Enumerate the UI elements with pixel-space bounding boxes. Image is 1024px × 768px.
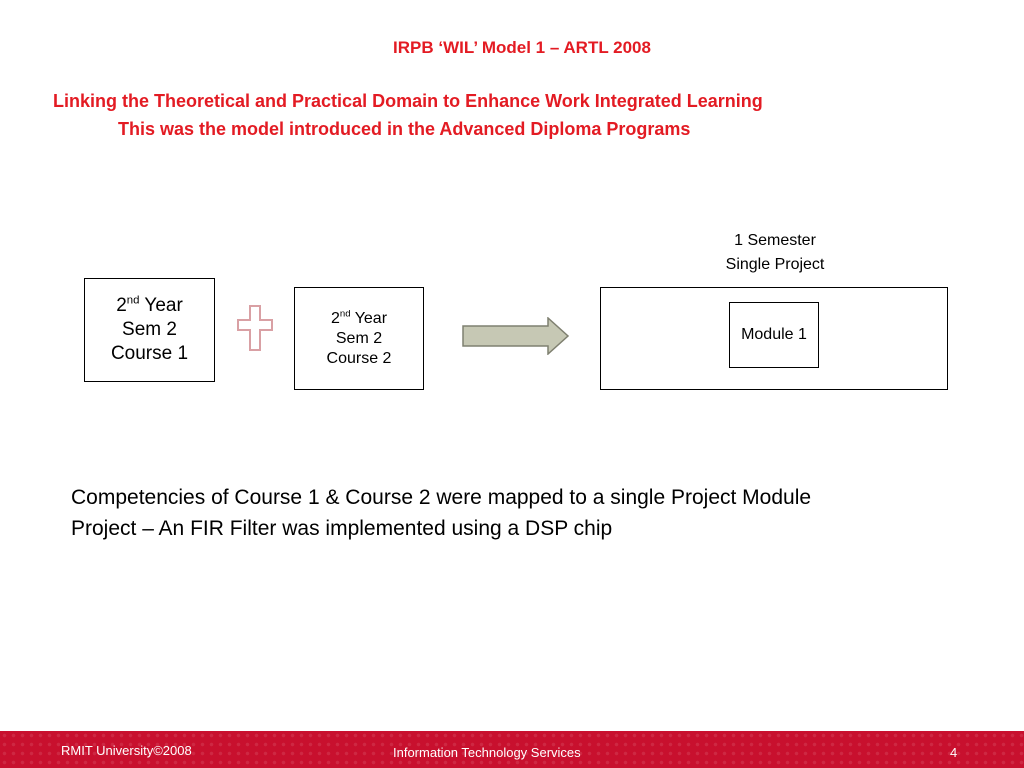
course-1-year-word: Year [144,295,183,317]
page-number: 4 [950,745,958,760]
course-2-year-number: 2 [330,309,340,327]
course-2-year-suffix: nd [339,308,351,320]
project-label [700,229,850,277]
course-1-box [84,278,215,382]
body-line-1: Competencies of Course 1 & Course 2 were mapped to a single Project Module [71,486,812,509]
course-1-year [116,294,183,318]
right-arrow-icon [462,317,570,355]
course-1-year-suffix: nd [126,295,140,308]
project-label-line-1: 1 Semester [734,232,816,249]
body-line-2: Project – An FIR Filter was implemented using a DSP chip [71,517,613,540]
footer-department: Information Technology Services [393,745,581,760]
module-1-box: Module 1 [729,302,819,368]
course-1-year-number: 2 [116,295,127,317]
subtitle-line-2: This was the model introduced in the Advanced Diploma Programs [118,119,691,139]
course-2-year [331,309,387,329]
body-text [71,482,811,544]
subtitle-line-1: Linking the Theoretical and Practical Domain to Enhance Work Integrated Learning [53,91,763,111]
course-1-name: Course 1 [110,342,189,364]
footer-copyright: RMIT University©2008 [61,743,192,758]
course-2-year-word: Year [354,309,388,327]
course-2-sem: Sem 2 [335,329,383,347]
course-2-box [294,287,424,390]
project-label-line-2: Single Project [725,256,825,273]
footer-bar [0,731,1024,768]
course-1-sem: Sem 2 [122,319,177,341]
course-2-name: Course 2 [326,349,392,367]
plus-icon [237,305,273,351]
slide-title: IRPB ‘WIL’ Model 1 – ARTL 2008 [393,38,651,57]
